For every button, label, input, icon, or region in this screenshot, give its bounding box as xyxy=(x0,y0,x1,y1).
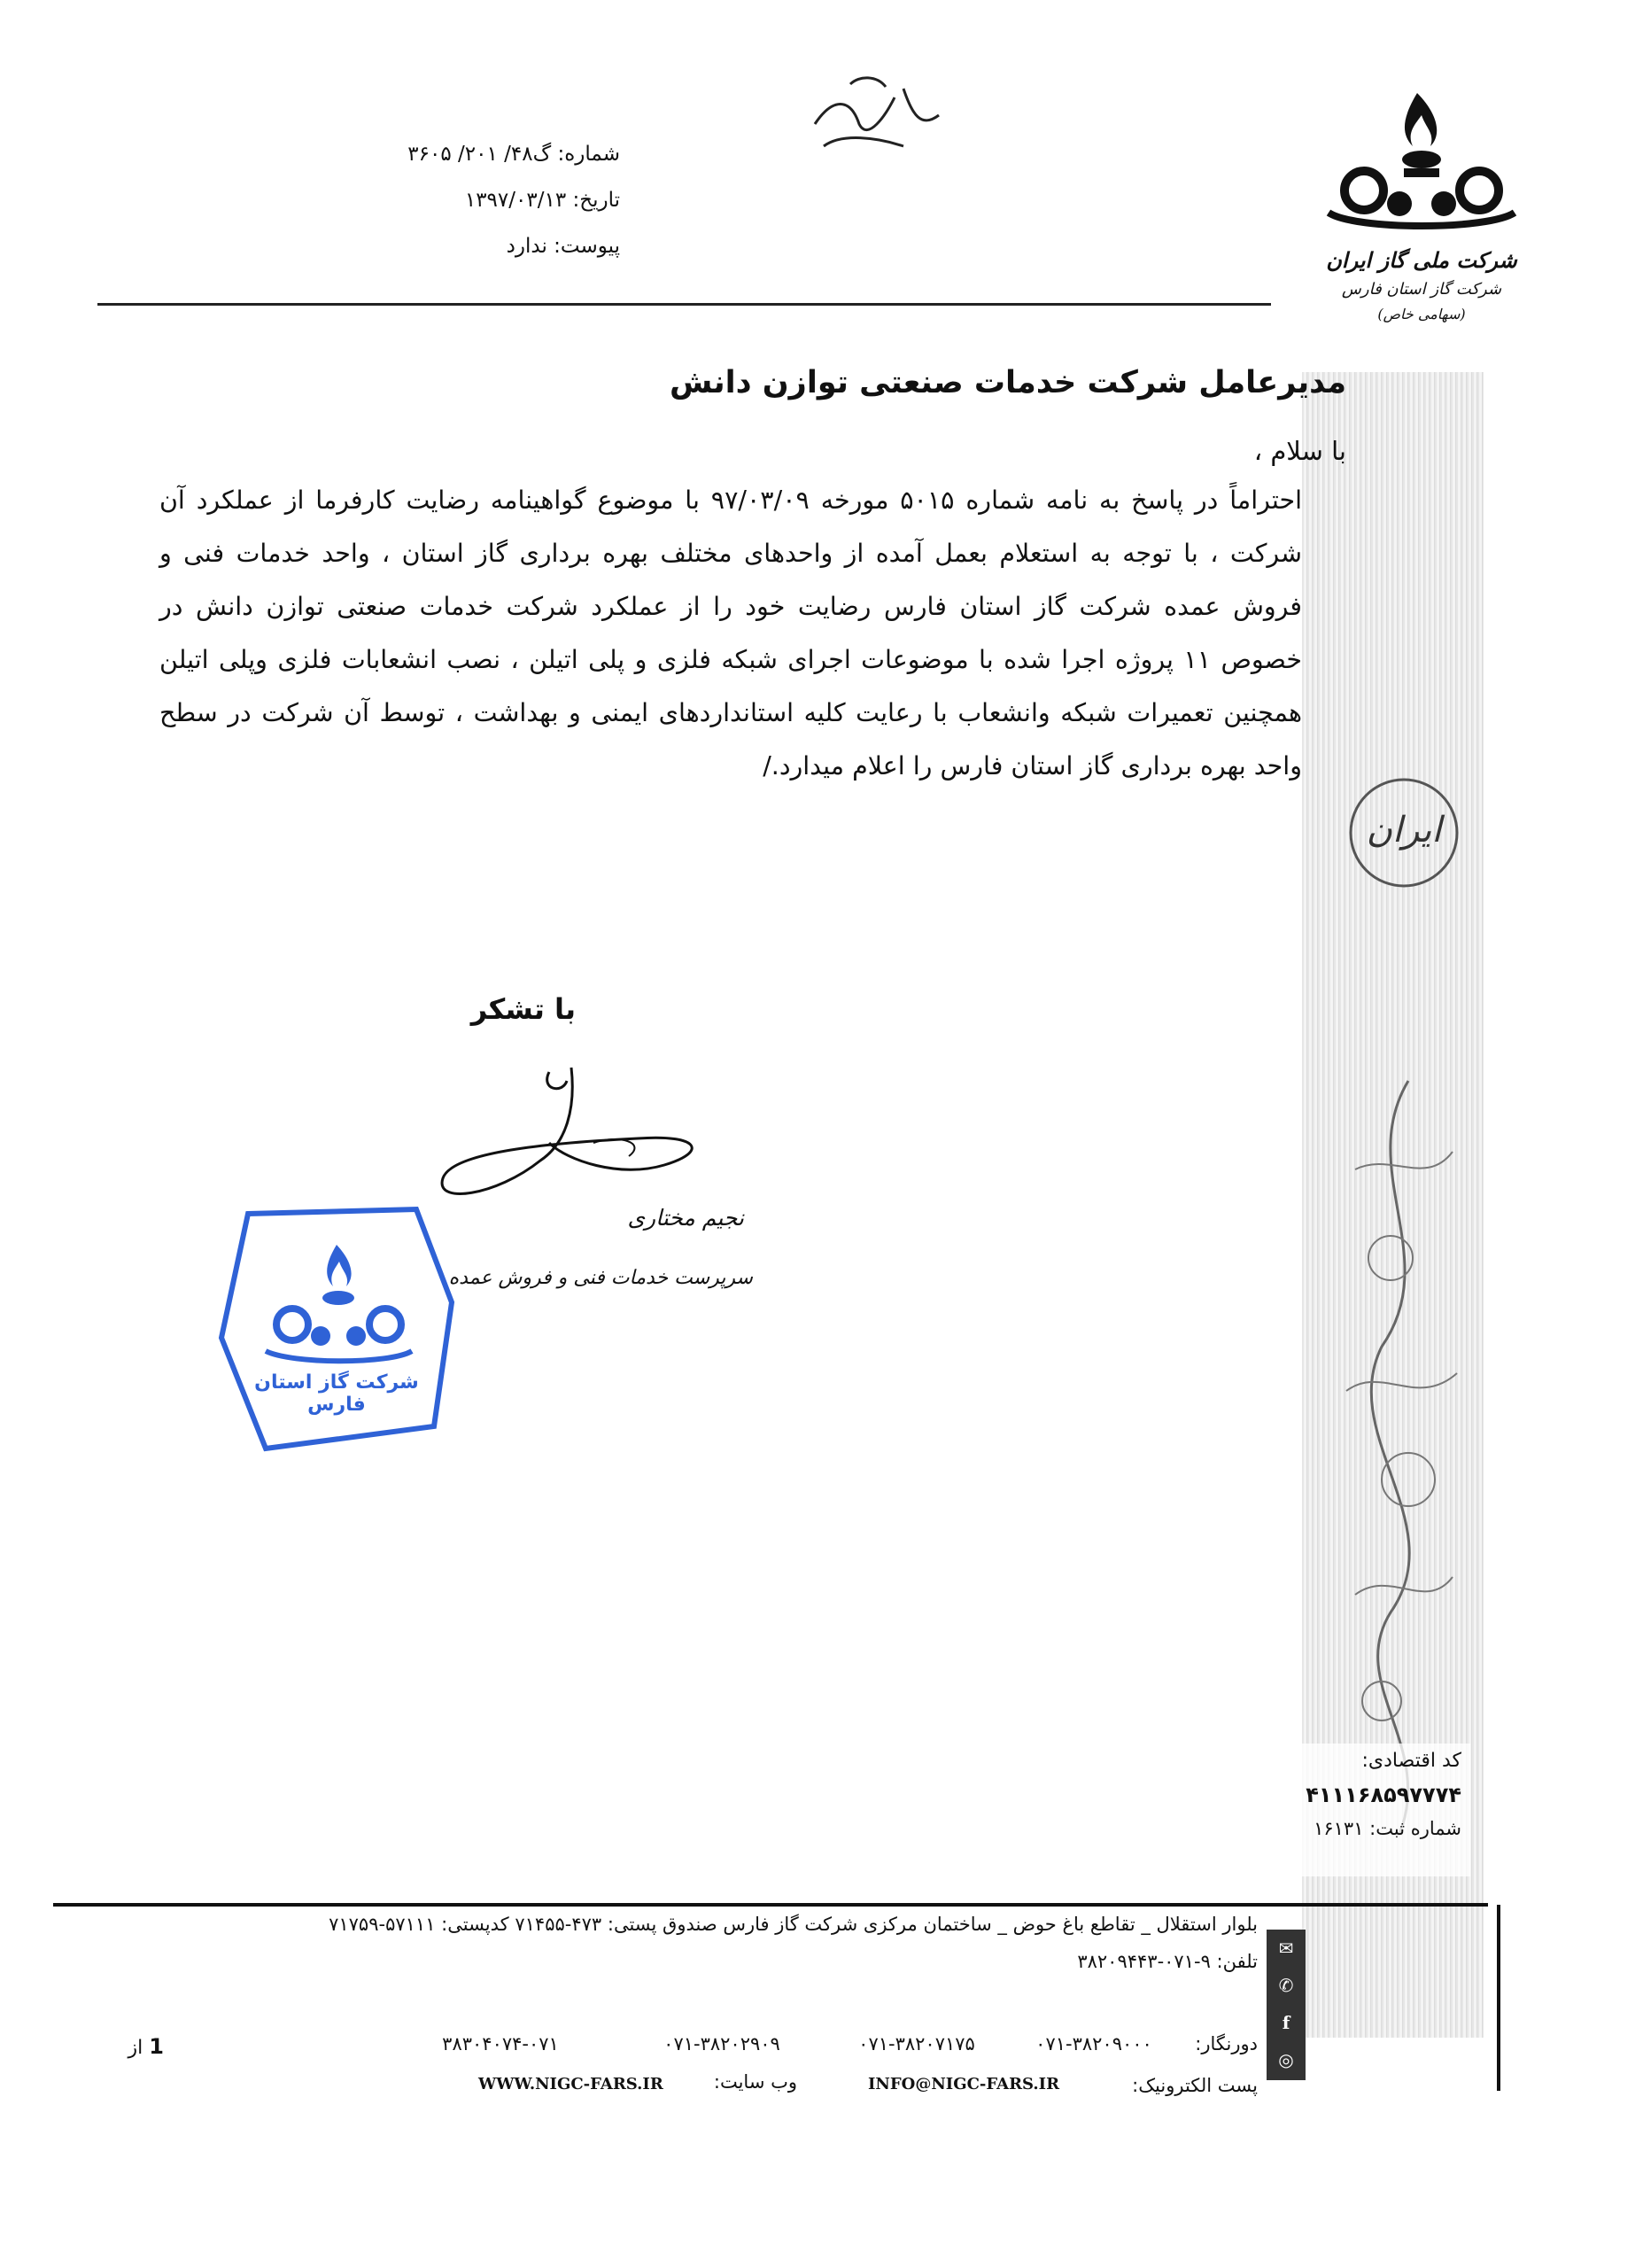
logo-company-name: شرکت ملی گاز ایران xyxy=(1326,247,1517,273)
footer-fax-4: ۳۸۳۰۴۰۷۴-۰۷۱ xyxy=(442,2033,559,2054)
company-logo xyxy=(1302,84,1541,341)
footer-phone: تلفن: ۹-۰۷۱-۳۸۲۰۹۴۴۳ xyxy=(1077,1951,1258,1972)
facebook-icon: f xyxy=(1282,2012,1290,2033)
company-stamp xyxy=(213,1205,461,1453)
letter-meta xyxy=(337,131,620,269)
handwritten-signature xyxy=(416,1054,735,1214)
footer-divider xyxy=(53,1903,1488,1907)
footer-fax-1: ۰۷۱-۳۸۲۰۹۰۰۰ xyxy=(1035,2033,1152,2054)
header-divider xyxy=(97,303,1271,306)
letter-body: احتراماً در پاسخ به نامه شماره ۵۰۱۵ مورخه ۹۷/۰۳/۰۹ با موضوع گواهینامه رضایت کارفرما از عملکرد آن شرکت ، با توجه به استعلام بعمل آمده از واحدهای مختلف بهره برداری گاز استان ، واحد خدمات فنی و فروش عمده شرکت گاز استان فارس رضایت خود را از عملکرد شرکت خدمات صنعتی توازن دانش در خصوص ۱۱ پروژه اجرا شده با موضوعات اجرای شبکه فلزی و پلی اتیلن ، نصب انشعابات فلزی وپلی اتیلن همچنین تعمیرات شبکه وانشعاب با رعایت کلیه استانداردهای ایمنی و بهداشت ، توسط آن شرکت در سطح واحد بهره برداری گاز استان فارس را اعلام میدارد./ xyxy=(159,485,1302,781)
letter-number: شماره: گ۴۸/ ۲۰۱/ ۳۶۰۵ xyxy=(407,143,620,166)
footer-email-label: پست الکترونیک: xyxy=(1132,2075,1258,2096)
letter-recipient: مدیرعامل شرکت خدمات صنعتی توازن دانش xyxy=(670,365,1346,400)
page-of-label: از xyxy=(128,2037,143,2059)
contact-icon-bar xyxy=(1267,1930,1306,2080)
footer-email[interactable]: INFO@NIGC-FARS.IR xyxy=(868,2075,1060,2093)
logo-company-type: (سهامی خاص) xyxy=(1377,306,1466,322)
svg-text:ایران: ایران xyxy=(1366,810,1442,850)
phone-icon: ✆ xyxy=(1278,1975,1294,1996)
letter-date: تاریخ: ۱۳۹۷/۰۳/۱۳ xyxy=(464,189,620,212)
letter-closing: با تشکر xyxy=(470,992,576,1026)
mail-icon: ✉ xyxy=(1278,1938,1294,1959)
economic-code-label: کد اقتصادی: xyxy=(1361,1750,1461,1772)
footer-website-label: وب سایت: xyxy=(713,2071,797,2093)
registration-number: شماره ثبت: ۱۶۱۳۱ xyxy=(1314,1818,1461,1839)
stamp-text: شرکت گاز استان فارس xyxy=(254,1371,419,1416)
flame-logo-icon xyxy=(1302,84,1541,244)
footer-website[interactable]: WWW.NIGC-FARS.IR xyxy=(478,2075,663,2093)
footer-side-border xyxy=(1497,1905,1500,2091)
signer-title: سرپرست خدمات فنی و فروش عمده xyxy=(448,1267,753,1289)
logo-subsidiary-name: شرکت گاز استان فارس xyxy=(1341,280,1502,299)
letter-attachment: پیوست: ندارد xyxy=(506,235,620,258)
footer-address: بلوار استقلال _ تقاطع باغ حوض _ ساختمان مرکزی شرکت گاز فارس صندوق پستی: ۴۷۳-۷۱۴۵۵ کدپستی: ۵۷۱۱۱-۷۱۷۵۹ xyxy=(329,1914,1258,1935)
footer-fax-2: ۰۷۱-۳۸۲۰۷۱۷۵ xyxy=(858,2033,975,2054)
letter-salutation: با سلام ، xyxy=(1253,436,1346,466)
page-number: 1 xyxy=(149,2034,164,2059)
signer-name: نجیم مختاری xyxy=(627,1205,744,1231)
footer-fax-label: دورنگار: xyxy=(1195,2033,1258,2054)
footer-fax-3: ۰۷۱-۳۸۲۰۲۹۰۹ xyxy=(663,2033,780,2054)
page-indicator xyxy=(93,2034,164,2059)
web-icon: ◎ xyxy=(1278,2049,1294,2070)
economic-code-value: ۴۱۱۱۶۸۵۹۷۷۷۴ xyxy=(1306,1783,1461,1807)
